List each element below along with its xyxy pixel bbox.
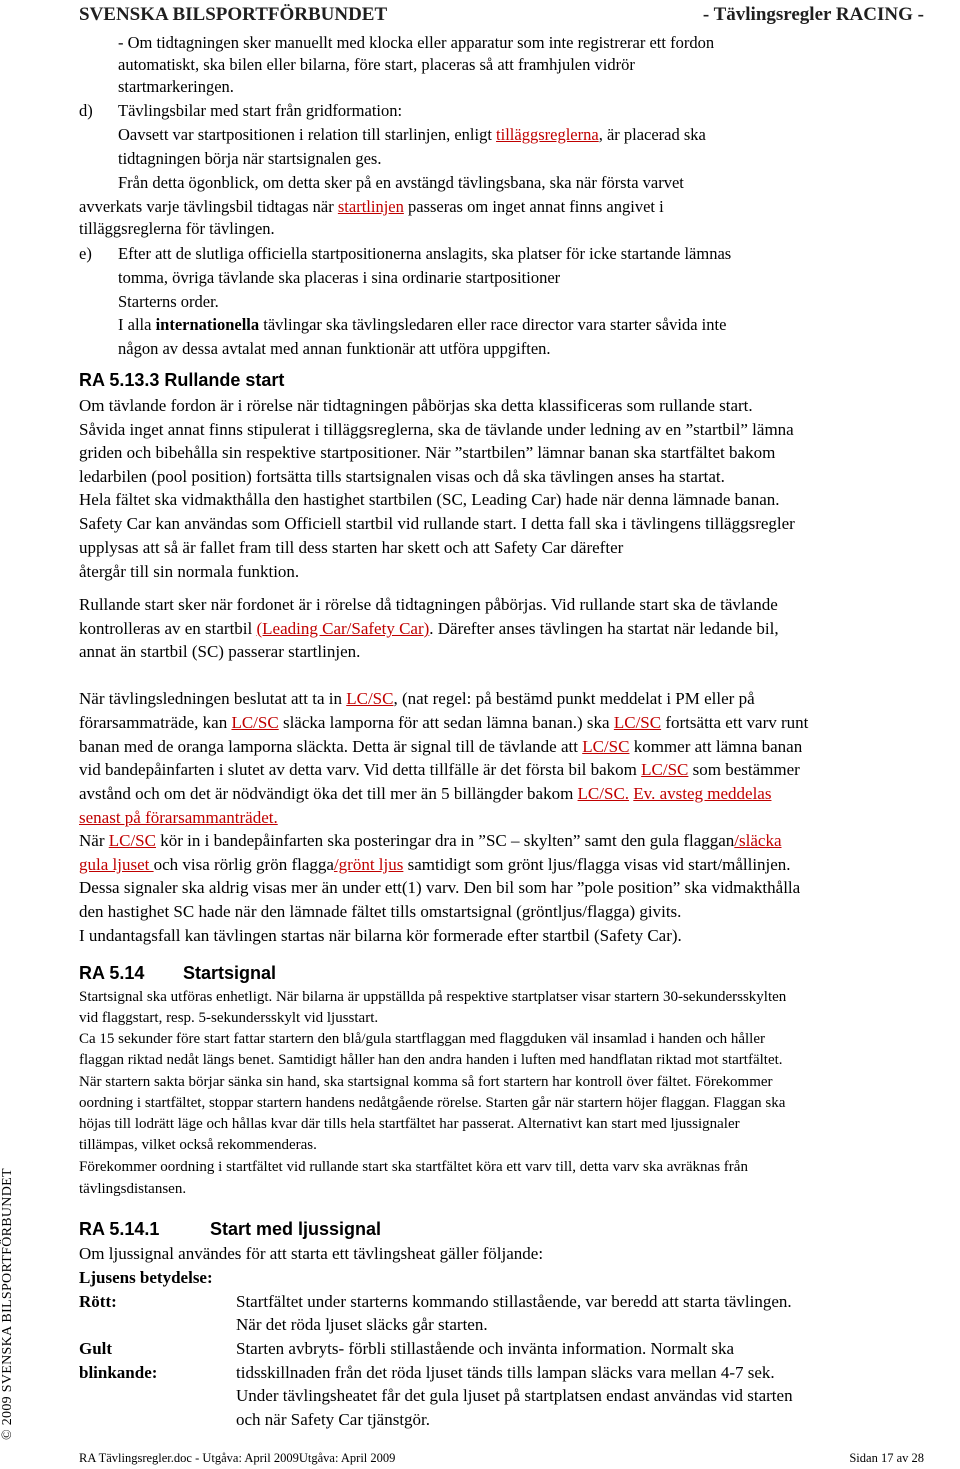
text-line: ledarbilen (pool position) fortsätta tills startsignalen visas och då ska tävlingen anses ha startat. [79, 467, 725, 486]
label-red: Rött: [79, 1292, 117, 1311]
text-line: banan med de oranga lamporna släckta. Detta är signal till de tävlande att LC/SC kommer att lämna banan [79, 737, 803, 756]
link-gula-ljuset[interactable]: gula ljuset [79, 855, 154, 874]
link-startlinjen[interactable]: startlinjen [337, 197, 404, 216]
footer-filename: RA Tävlingsregler.doc - Utgåva: April 2009Utgåva: April 2009 [79, 1451, 396, 1465]
text-line: Starten avbryts- förbli stillastående och invänta information. Normalt ska [236, 1339, 735, 1358]
text-line: Förekommer oordning i startfältet vid rullande start ska startfältet köra ett varv till, detta varv ska avräknas från [79, 1159, 748, 1175]
text-line: tomma, övriga tävlande ska placeras i sina ordinarie startpositioner [118, 268, 561, 287]
text-line: När startern sakta börjar sänka sin hand, ska startsignal komma så fort startern har kontroll över fältet. Förekommer [79, 1074, 773, 1090]
text-line: vid bandepåinfarten i slutet av detta varv. Vid detta tillfälle är det första bil bakom LC/SC som bestämmer [79, 760, 800, 779]
section-heading: Start med ljussignal [210, 1219, 382, 1239]
text-line: startmarkeringen. [118, 77, 234, 96]
text-line: - Om tidtagningen sker manuellt med klocka eller apparatur som inte registrerar ett fordon [118, 33, 715, 52]
text-line: Safety Car kan användas som Officiell startbil vid rullande start. I detta fall ska i tävlingens tilläggsregler [79, 514, 795, 533]
text-line: Under tävlingsheatet får det gula ljuset på startplatsen endast användas vid starten [236, 1386, 793, 1405]
text-line: Dessa signaler ska aldrig visas mer än under ett(1) varv. Den bil som har ”pole position” ska vidmakthålla [79, 878, 801, 897]
link-tillaggsreglerna[interactable]: tilläggsreglerna [496, 125, 599, 144]
text-line: oordning i startfältet, stoppar startern handens nedåtgående rörelse. Starten går när startern höjer flaggan. Flaggan ska [79, 1095, 786, 1111]
section-number: RA 5.14 [79, 963, 145, 983]
section-heading: RA 5.13.3 Rullande start [79, 370, 285, 390]
text-line: Efter att de slutliga officiella startpositionerna anslagits, ska platser för icke startande lämnas [118, 244, 732, 263]
text-line: någon av dessa avtalat med annan funktionär att utföra uppgiften. [118, 339, 551, 358]
text-line: Starterns order. [118, 292, 219, 311]
text-line: upplysas att så är fallet fram till dess starten har skett och att Safety Car därefter [79, 538, 624, 557]
text-line: Tävlingsbilar med start från gridformation: [118, 101, 403, 120]
text-line: Rullande start sker när fordonet är i rörelse då tidtagningen påbörjas. Vid rullande start ska de tävlande [79, 595, 778, 614]
text-line [79, 806, 278, 830]
section-number: RA 5.14.1 [79, 1219, 160, 1239]
link-lcsc[interactable]: LC/SC [641, 760, 689, 779]
text-line: annat än startbil (SC) passerar startlinjen. [79, 642, 361, 661]
text-line: griden och bibehålla sin respektive startpositioner. När ”startbilen” lämnar banan ska startfältet bakom [79, 443, 776, 462]
text-line: och när Safety Car tjänstgör. [236, 1410, 431, 1429]
label-yellow-blinking: blinkande: [79, 1363, 158, 1382]
text-line: tidtagningen börja när startsignalen ges. [118, 149, 382, 168]
link-forarsammantradet[interactable]: senast på förarsammanträdet. [79, 808, 278, 827]
text-line: Hela fältet ska vidmakthålla den hastighet startbilen (SC, Leading Car) hade när denna lämnade banan. [79, 490, 780, 509]
link-lcsc[interactable]: LC/SC [108, 831, 156, 850]
text-line: tävlingsdistansen. [79, 1181, 187, 1197]
link-leading-car[interactable]: (Leading Car/Safety Car) [256, 619, 430, 638]
text-line: kontrolleras av en startbil (Leading Car/Safety Car). Därefter anses tävlingen ha startat när ledande bil, [79, 619, 779, 638]
link-slacka[interactable]: /släcka [734, 831, 782, 850]
text-line: tidsskillnaden från det röda ljuset tänds tills lampan släcks vara mellan 4-7 sek. [236, 1363, 775, 1382]
text-line: vid flaggstart, resp. 5-sekundersskylt vid ljusstart. [79, 1010, 379, 1026]
link-lcsc[interactable]: LC/SC [582, 737, 630, 756]
footer-page-number: Sidan 17 av 28 [849, 1451, 924, 1465]
section-heading: Startsignal [183, 963, 277, 983]
text-line: gula ljuset och visa rörlig grön flagga/grönt ljus samtidigt som grönt ljus/flagga visas vid start/mållinjen. [79, 855, 791, 874]
text-line: När tävlingsledningen beslutat att ta in LC/SC, (nat regel: på bestämd punkt meddelat i PM eller på [79, 689, 755, 708]
list-marker-e: e) [79, 244, 92, 263]
link-lcsc[interactable]: LC/SC [231, 713, 279, 732]
side-copyright: © 2009 SVENSKA BILSPORTFÖRBUNDET [0, 1168, 15, 1440]
text-line: Om ljussignal användes för att starta ett tävlingsheat gäller följande: [79, 1244, 544, 1263]
text-line: När det röda ljuset släcks går starten. [236, 1315, 488, 1334]
text-line: Ca 15 sekunder före start fattar startern den blå/gula startflaggan med flaggduken väl insamlad i handen och håller [79, 1031, 766, 1047]
text-line: Om tävlande fordon är i rörelse när tidtagningen påbörjas ska detta klassificeras som rullande start. [79, 396, 753, 415]
text-line: I undantagsfall kan tävlingen startas när bilarna kör formerade efter startbil (Safety Car). [79, 926, 682, 945]
text-line: avverkats varje tävlingsbil tidtagas när startlinjen passeras om inget annat finns angivet i [79, 197, 664, 216]
link-gront-ljus[interactable]: /grönt ljus [333, 855, 404, 874]
text-line: automatiskt, ska bilen eller bilarna, före start, placeras så att framhjulen vidrör [118, 55, 635, 74]
text-line: När LC/SC kör in i bandepåinfarten ska posteringar dra in ”SC – skylten” samt den gula flaggan/släcka [79, 831, 782, 850]
header-org: SVENSKA BILSPORTFÖRBUNDET [79, 4, 388, 25]
text-line: Såvida inget annat finns stipulerat i tilläggsreglerna, ska de tävlande under ledning av en ”startbil” lämna [79, 420, 794, 439]
text-line: avstånd och om det är nödvändigt öka det till mer än 5 billängder bakom LC/SC. Ev. avsteg meddelas [79, 784, 772, 803]
text-line: Från detta ögonblick, om detta sker på en avstängd tävlingsbana, ska när första varvet [118, 173, 684, 192]
text-line: Oavsett var startpositionen i relation till starlinjen, enligt tilläggsreglerna, är placerad ska [118, 125, 706, 144]
subheading: Ljusens betydelse: [79, 1268, 213, 1287]
text-line: I alla internationella tävlingar ska tävlingsledaren eller race director vara starter såvida inte [118, 315, 727, 334]
text-line: förarsammaträde, kan LC/SC släcka lamporna för att sedan lämna banan.) ska LC/SC fortsätta ett varv runt [79, 713, 809, 732]
text-line: höjas till lodrätt läge och hållas kvar där tills hela startfältet har passerat. Alternativt kan start med ljussignaler [79, 1116, 740, 1132]
link-lcsc[interactable]: LC/SC [346, 689, 394, 708]
text-line: flaggan riktad nedåt längs benet. Samtidigt håller han den andra handen i luften med handflatan riktad mot startfältet. [79, 1052, 783, 1068]
list-marker-d: d) [79, 101, 93, 120]
header-doc-title: - Tävlingsregler RACING - [702, 4, 924, 25]
text-line: Startfältet under starterns kommando stillastående, var beredd att starta tävlingen. [236, 1292, 792, 1311]
link-lcsc[interactable]: LC/SC. [577, 784, 630, 803]
text-line: tilläggsreglerna för tävlingen. [79, 219, 275, 238]
link-avsteg[interactable]: Ev. avsteg meddelas [633, 784, 772, 803]
text-line: den hastighet SC hade när den lämnade fältet tills omstartsignal (gröntljus/flagga) givits. [79, 902, 682, 921]
label-yellow: Gult [79, 1339, 113, 1358]
text-line: tillämpas, vilket också rekommenderas. [79, 1137, 317, 1153]
link-lcsc[interactable]: LC/SC [613, 713, 662, 732]
text-line: återgår till sin normala funktion. [79, 562, 300, 581]
text-line: Startsignal ska utföras enhetligt. När bilarna är uppställda på respektive startplatser visar startern 30-sekundersskylten [79, 989, 787, 1005]
